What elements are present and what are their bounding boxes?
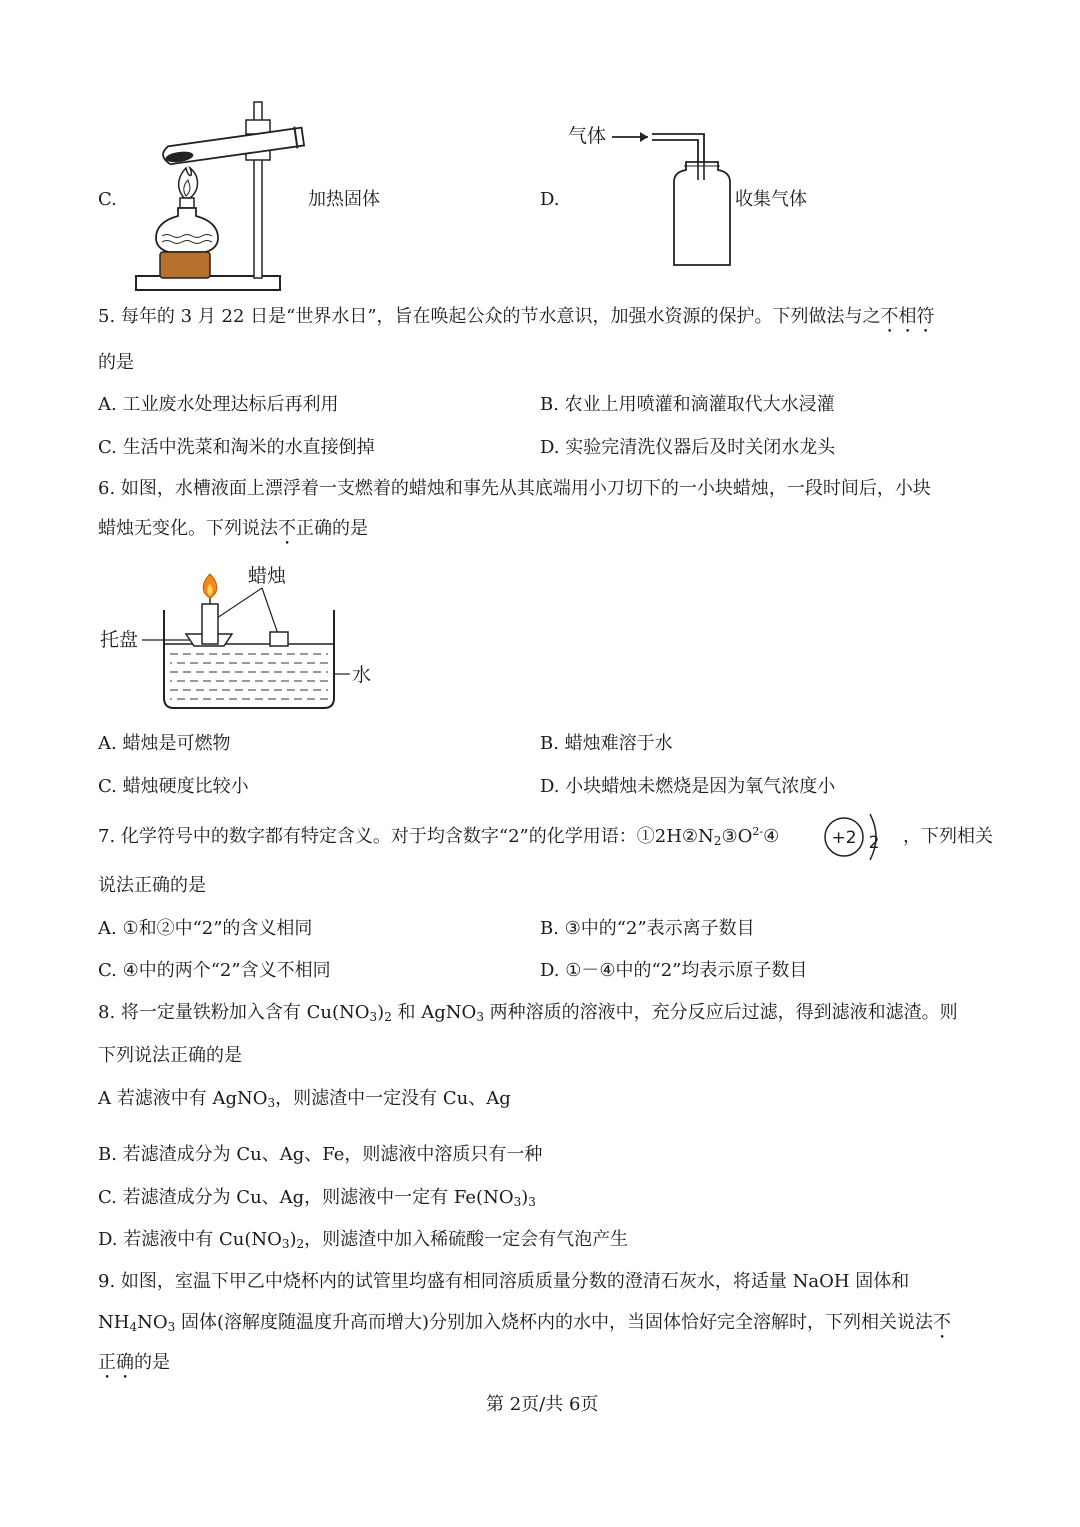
q8-stem-line2: 下列说法正确的是 <box>98 1045 242 1066</box>
q8-option-d: D. 若滤液中有 $Cu(NO_3)_2$，则滤渣中加入稀硫酸一定会有气泡产生 <box>98 1229 629 1251</box>
q6-option-b: B. 蜡烛难溶于水 <box>540 733 673 754</box>
q9-stem-line2: $NH_4NO_3$ 固体(溶解度随温度升高而增大)分别加入烧杯内的水中，当固体恰好完全溶解时，下列相关说法不 <box>98 1312 952 1334</box>
heating-solid-apparatus <box>128 98 308 298</box>
q7-stem-post: ，下列相关 <box>903 826 993 847</box>
nucleus-charge: +2 <box>831 828 857 848</box>
q4-option-d-label: D. <box>540 189 560 210</box>
q5-stem-line2: 的是 <box>98 352 134 373</box>
q8-option-c: C. 若滤渣成分为 Cu、Ag，则滤液中一定有 $Fe(NO_3)_3$ <box>98 1187 536 1209</box>
water-label: 水 <box>352 664 372 686</box>
q7-option-b: B. ③中的“2”表示离子数目 <box>540 918 755 939</box>
q6-stem-line1: 6. 如图，水槽液面上漂浮着一支燃着的蜡烛和事先从其底端用小刀切下的一小块蜡烛，一段时间后，小块 <box>98 478 931 499</box>
q7-stem-line2: 说法正确的是 <box>98 875 206 896</box>
q6-option-a: A. 蜡烛是可燃物 <box>98 733 231 754</box>
tray-label: 托盘 <box>100 629 139 651</box>
q7-option-a: A. ①和②中“2”的含义相同 <box>98 918 313 939</box>
q5-stem-line1: 5. 每年的 3 月 22 日是“世界水日”，旨在唤起公众的节水意识，加强水资源的保护。下列做法与之不相符 <box>98 306 935 327</box>
q6-stem-line2: 蜡烛无变化。下列说法不正确的是 <box>98 518 368 539</box>
q5-option-a: A. 工业废水处理达标后再利用 <box>98 394 339 415</box>
q8-option-a: A 若滤液中有 AgNO$_3$，则滤渣中一定没有 Cu、Ag <box>98 1088 511 1110</box>
atomic-structure-diagram <box>824 810 904 864</box>
candle-water-figure <box>96 562 396 722</box>
q7-stem-line1: 7. 化学符号中的数字都有特定含义。对于均含数字“2”的化学用语：$①2H②N_2③O^{2-}④$ <box>98 825 780 848</box>
q5-option-c: C. 生活中洗菜和淘米的水直接倒掉 <box>98 437 375 458</box>
page-number: 第 2页/共 6页 <box>486 1394 599 1415</box>
q9-stem-line3: 正确的是 <box>98 1352 170 1373</box>
q7-option-d: D. ①－④中的“2”均表示原子数目 <box>540 960 808 981</box>
q4-option-c-caption: 加热固体 <box>308 189 380 210</box>
gas-collection-apparatus <box>568 120 738 272</box>
q4-option-d-caption: 收集气体 <box>735 189 807 210</box>
q8-option-b: B. 若滤渣成分为 Cu、Ag、Fe，则滤液中溶质只有一种 <box>98 1144 543 1165</box>
q8-stem-line1: 8. 将一定量铁粉加入含有 $Cu(NO_3)_2$ 和 AgNO$_3$ 两种溶质的溶液中，充分反应后过滤，得到滤液和滤渣。则 <box>98 1002 958 1024</box>
q5-option-b: B. 农业上用喷灌和滴灌取代大水浸灌 <box>540 394 835 415</box>
q7-option-c: C. ④中的两个“2”含义不相同 <box>98 960 331 981</box>
electron-shell-count: 2 <box>868 833 880 853</box>
q6-option-d: D. 小块蜡烛未燃烧是因为氧气浓度小 <box>540 776 836 797</box>
gas-label: 气体 <box>568 125 607 147</box>
candle-label: 蜡烛 <box>248 565 287 587</box>
q4-option-c-label: C. <box>98 189 117 210</box>
q6-option-c: C. 蜡烛硬度比较小 <box>98 776 249 797</box>
q9-stem-line1: 9. 如图，室温下甲乙中烧杯内的试管里均盛有相同溶质质量分数的澄清石灰水，将适量 NaOH 固体和 <box>98 1271 910 1292</box>
q5-option-d: D. 实验完清洗仪器后及时关闭水龙头 <box>540 437 836 458</box>
